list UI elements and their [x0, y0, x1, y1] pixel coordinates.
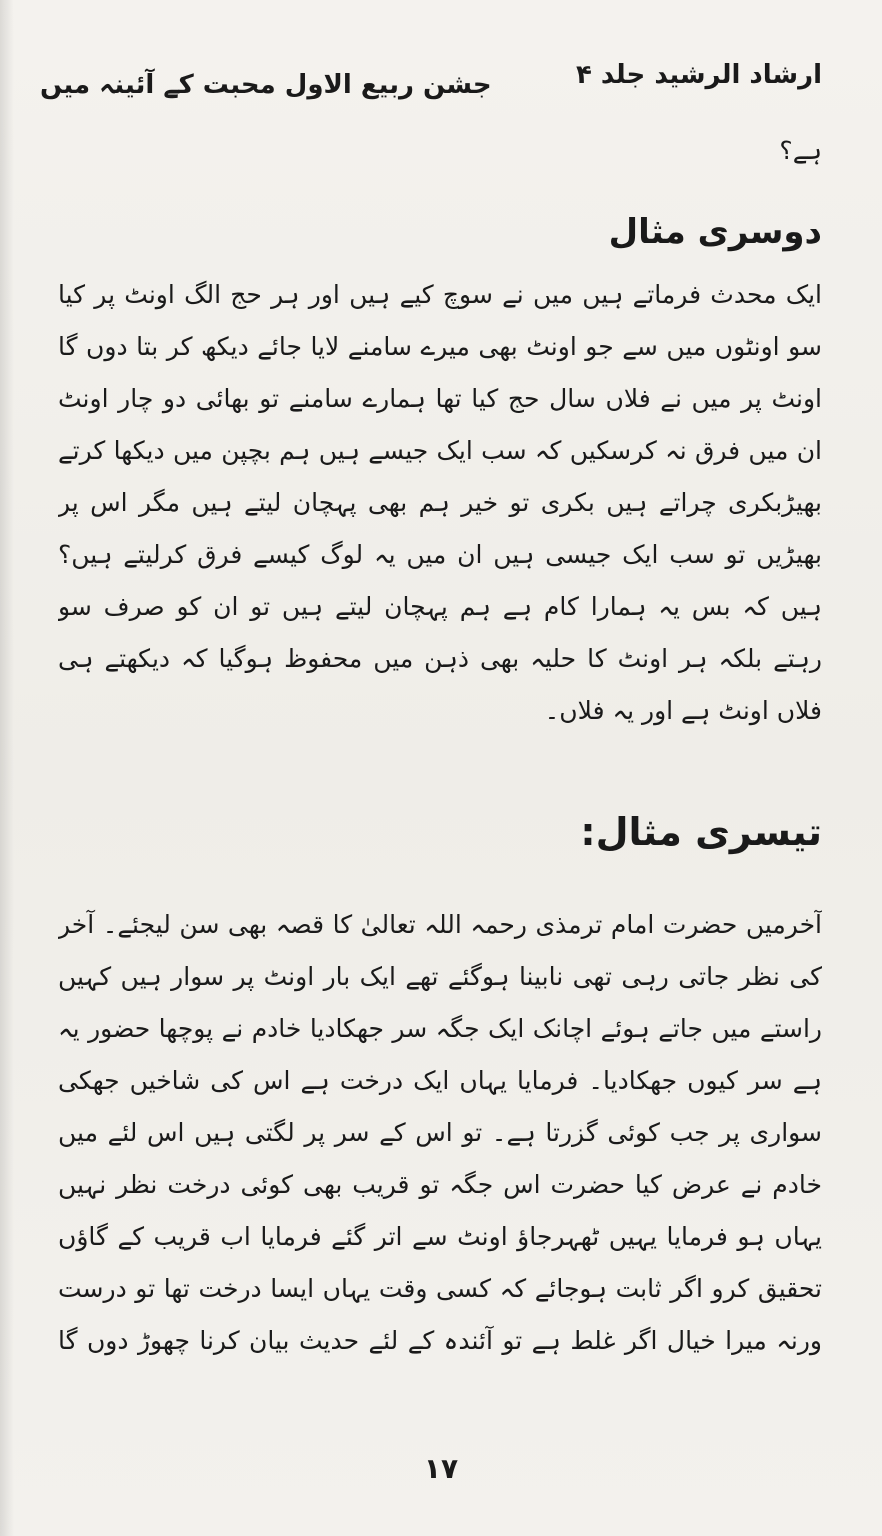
paragraph-line: رہتے بلکہ ہر اونٹ کا حلیہ بھی ذہن میں محفوظ ہوگیا کہ دیکھتے ہی	[58, 644, 822, 673]
paragraph-line: ورنہ میرا خیال اگر غلط ہے تو آئندہ کے لئے حدیث بیان کرنا چھوڑ دوں گا	[58, 1326, 822, 1355]
paragraph-line: کی نظر جاتی رہی تھی نابینا ہوگئے تھے ایک بار اونٹ پر سوار ہیں کہیں	[58, 962, 822, 991]
paragraph-line: فلاں اونٹ ہے اور یہ فلاں۔	[544, 696, 822, 725]
intro-line: ہے؟	[779, 136, 822, 165]
running-header	[40, 60, 822, 120]
paragraph-line: راستے میں جاتے ہوئے اچانک ایک جگہ سر جھکادیا خادم نے پوچھا حضور یہ	[58, 1014, 822, 1043]
paragraph-line: ایک محدث فرماتے ہیں میں نے سوچ کیے ہیں اور ہر حج الگ اونٹ پر کیا	[58, 280, 822, 309]
page-number: ۱۷	[423, 1452, 459, 1485]
paragraph-line: بھیڑبکری چراتے ہیں بکری تو خیر ہم بھی پہچان لیتے ہیں مگر اس پر	[58, 488, 822, 517]
section-heading-third-example: تیسری مثال:	[580, 810, 822, 854]
page-content	[58, 132, 822, 1367]
header-chapter-title: جشن ربیع الاول محبت کے آئینہ میں	[40, 70, 492, 100]
paragraph-line: ان میں فرق نہ کرسکیں کہ سب ایک جیسے ہیں ہم بچپن میں دیکھا کرتے	[58, 436, 822, 465]
paragraph-line: تحقیق کرو اگر ثابت ہوجائے کہ کسی وقت یہاں ایسا درخت تھا تو درست	[58, 1274, 822, 1303]
paragraph-line: آخرمیں حضرت امام ترمذی رحمہ اللہ تعالیٰ کا قصہ بھی سن لیجئے۔ آخر	[58, 910, 822, 939]
paragraph-line: بھیڑیں تو سب ایک جیسی ہیں ان میں یہ لوگ کیسے فرق کرلیتے ہیں؟	[58, 540, 822, 569]
paragraph-line: سواری پر جب کوئی گزرتا ہے۔ تو اس کے سر پر لگتی ہیں اس لئے میں	[58, 1118, 822, 1147]
paragraph-line: یہاں ہو فرمایا یہیں ٹھہرجاؤ اونٹ سے اتر گئے فرمایا اب قریب کے گاؤں	[58, 1222, 822, 1251]
paragraph-second-example	[58, 269, 822, 737]
section-heading-second-example: دوسری مثال	[608, 212, 822, 252]
paragraph-line: ہیں کہ بس یہ ہمارا کام ہے ہم پہچان لیتے ہیں تو ان کو صرف سو	[58, 592, 822, 621]
paragraph-line: خادم نے عرض کیا حضرت اس جگہ تو قریب بھی کوئی درخت نظر نہیں	[58, 1170, 822, 1199]
header-book-title: ارشاد الرشید جلد ۴	[575, 60, 822, 90]
paragraph-line: اونٹ پر میں نے فلاں سال حج کیا تھا ہمارے سامنے تو بھائی دو چار اونٹ	[58, 384, 822, 413]
paragraph-third-example	[58, 899, 822, 1367]
paragraph-line: سو اونٹوں میں سے جو اونٹ بھی میرے سامنے لایا جائے دیکھ کر بتا دوں گا	[58, 332, 822, 361]
paragraph-line: ہے سر کیوں جھکادیا۔ فرمایا یہاں ایک درخت ہے اس کی شاخیں جھکی	[58, 1066, 822, 1095]
